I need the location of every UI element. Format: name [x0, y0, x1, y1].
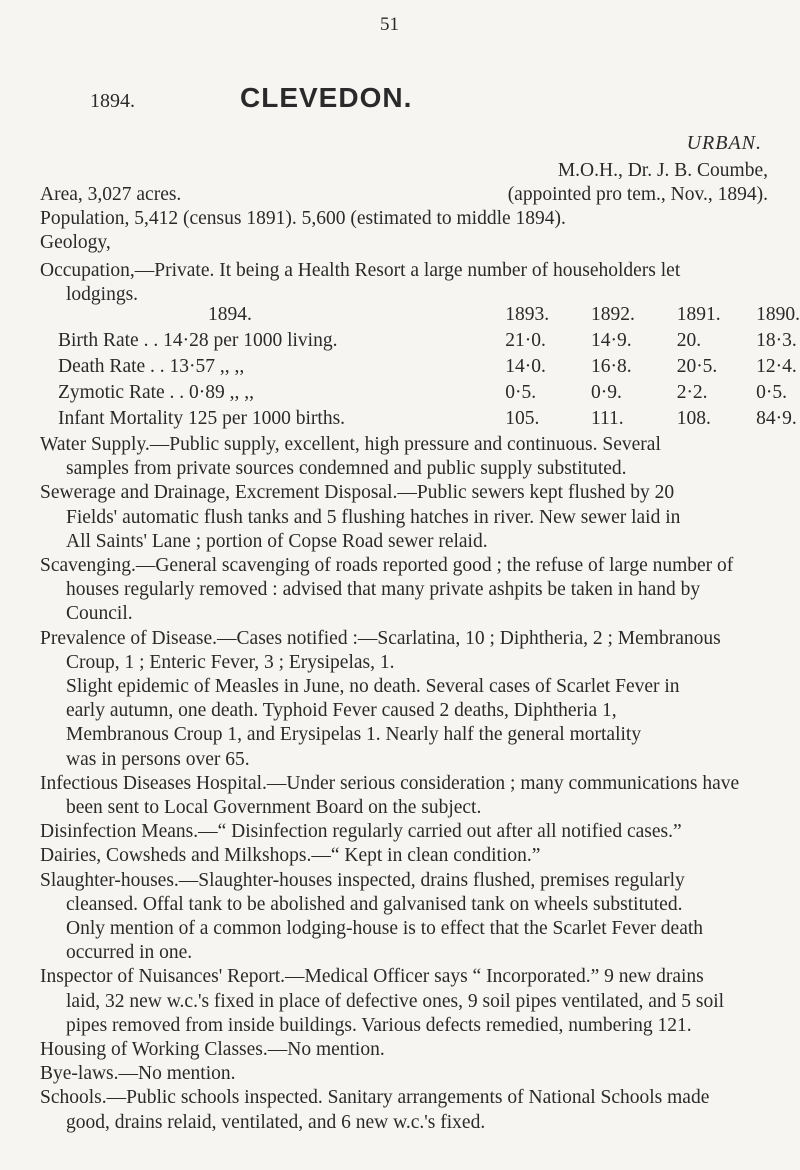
section-heading-line: Inspector of Nuisances' Report.—Medical Officer says “ Incorporated.” 9 new drains	[40, 966, 704, 988]
section-heading-line: Prevalence of Disease.—Cases notified :—Scarlatina, 10 ; Diphtheria, 2 ; Membranous	[40, 627, 721, 649]
section-text-line: All Saints' Lane ; portion of Copse Road sewer relaid.	[66, 530, 488, 552]
rate-label: Death Rate . . 13·57 ,, ,,	[58, 356, 245, 377]
section-heading-line: Scavenging.—General scavenging of roads reported good ; the refuse of large number of	[40, 555, 734, 576]
section-text-line: Membranous Croup 1, and Erysipelas 1. Nearly half the general mortality	[66, 724, 642, 746]
section-text-line: early autumn, one death. Typhoid Fever caused 2 deaths, Diphtheria 1,	[66, 700, 617, 722]
section-heading-line: Water Supply.—Public supply, excellent, high pressure and continuous. Several	[40, 434, 661, 455]
area-line: Area, 3,027 acres.	[40, 184, 182, 205]
section-text-line: cleansed. Offal tank to be abolished and galvanised tank on wheels substituted.	[66, 893, 683, 915]
section-text-line: Fields' automatic flush tanks and 5 flushing hatches in river. New sewer laid in	[66, 506, 681, 528]
rate-value: 21·0.	[505, 330, 546, 351]
rate-value: 2·2.	[676, 382, 708, 403]
rate-value: 108.	[676, 408, 711, 429]
moh-line: M.O.H., Dr. J. B. Coumbe,	[557, 160, 768, 181]
section-text-line: was in persons over 65.	[66, 748, 250, 770]
rate-row	[58, 406, 800, 432]
section-text-line: Council.	[66, 603, 133, 625]
rate-value: 20.	[676, 330, 702, 351]
district-type: URBAN.	[686, 132, 762, 154]
occupation-line: Occupation,—Private. It being a Health Resort a large number of householders let	[40, 260, 681, 281]
page-number: 51	[380, 14, 399, 35]
section-heading-line: Infectious Diseases Hospital.—Under serious consideration ; many communications have	[40, 772, 740, 794]
rate-value: 0·5.	[505, 382, 537, 403]
rate-value: 0·9.	[590, 382, 622, 403]
section-heading-line: Slaughter-houses.—Slaughter-houses inspected, drains flushed, premises regularly	[40, 869, 685, 891]
rate-label: Zymotic Rate . . 0·89 ,, ,,	[58, 382, 255, 403]
section-heading-line: Disinfection Means.—“ Disinfection regularly carried out after all notified cases.”	[40, 821, 682, 843]
year-header: 1893.	[505, 304, 550, 325]
rate-value: 20·5.	[676, 356, 718, 377]
rate-value: 84·9.	[756, 408, 797, 429]
rate-label: Birth Rate . . 14·28 per 1000 living.	[58, 330, 338, 351]
year-header: 1892.	[590, 304, 635, 325]
section-heading-line: Bye-laws.—No mention.	[40, 1063, 236, 1085]
section-text-line: pipes removed from inside buildings. Various defects remedied, numbering 121.	[66, 1014, 692, 1036]
rate-value: 18·3.	[756, 330, 797, 351]
rate-value: 0·5.	[756, 382, 787, 403]
report-year: 1894.	[90, 90, 135, 112]
rate-label: Infant Mortality 125 per 1000 births.	[58, 408, 346, 429]
section-text-line: samples from private sources condemned and public supply substituted.	[66, 458, 627, 480]
rate-value: 14·0.	[505, 356, 546, 377]
rate-row	[58, 328, 800, 354]
occupation-line-2: lodgings.	[66, 284, 139, 305]
year-header: 1891.	[676, 304, 721, 325]
section-text-line: laid, 32 new w.c.'s fixed in place of defective ones, 9 soil pipes ventilated, and 5 soil	[66, 990, 725, 1012]
rate-value: 16·8.	[590, 356, 632, 377]
section-text-line: Only mention of a common lodging-house is to effect that the Scarlet Fever death	[66, 918, 704, 939]
rate-value: 105.	[505, 408, 540, 429]
section-text-line: Slight epidemic of Measles in June, no death. Several cases of Scarlet Fever in	[66, 676, 680, 697]
section-heading-line: Dairies, Cowsheds and Milkshops.—“ Kept in clean condition.”	[40, 845, 541, 867]
rate-value: 111.	[590, 408, 624, 429]
appointed-line: (appointed pro tem., Nov., 1894).	[507, 184, 768, 205]
section-text-line: houses regularly removed : advised that many private ashpits be taken in hand by	[66, 579, 701, 601]
section-heading-line: Housing of Working Classes.—No mention.	[40, 1039, 385, 1060]
year-header: 1890.	[756, 304, 800, 325]
rate-value: 12·4.	[756, 356, 797, 377]
rate-row	[58, 380, 800, 406]
geology-line: Geology,	[40, 232, 111, 253]
rate-row	[58, 354, 800, 380]
section-text-line: occurred in one.	[66, 942, 193, 964]
section-text-line: been sent to Local Government Board on the subject.	[66, 797, 482, 818]
section-heading-line: Schools.—Public schools inspected. Sanitary arrangements of National Schools made	[40, 1087, 710, 1109]
section-text-line: Croup, 1 ; Enteric Fever, 3 ; Erysipelas, 1.	[66, 651, 395, 673]
rate-value: 14·9.	[590, 330, 632, 351]
section-text-line: good, drains relaid, ventilated, and 6 new w.c.'s fixed.	[66, 1111, 486, 1133]
rates-table	[58, 302, 800, 432]
year-header: 1894.	[208, 304, 252, 325]
section-heading-line: Sewerage and Drainage, Excrement Disposal.—Public sewers kept flushed by 20	[40, 482, 675, 504]
population-line: Population, 5,412 (census 1891). 5,600 (estimated to middle 1894).	[40, 208, 566, 229]
district-title: CLEVEDON.	[240, 82, 413, 113]
